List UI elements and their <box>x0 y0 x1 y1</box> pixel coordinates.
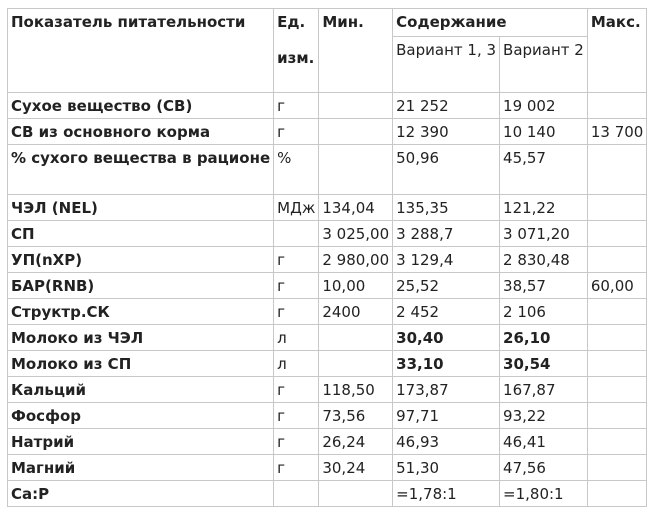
cell-variant1: 50,96 <box>393 145 500 195</box>
cell-unit: МДж <box>274 195 319 221</box>
cell-min <box>319 351 393 377</box>
cell-indicator: Фосфор <box>8 403 274 429</box>
cell-variant1: 33,10 <box>393 351 500 377</box>
table-row <box>8 429 647 455</box>
cell-max: 60,00 <box>587 273 647 299</box>
header-variant1: Вариант 1, 3 <box>393 37 500 93</box>
cell-max <box>587 299 647 325</box>
cell-unit: г <box>274 299 319 325</box>
cell-variant1: 3 129,4 <box>393 247 500 273</box>
cell-variant1: 21 252 <box>393 93 500 119</box>
cell-variant2: 30,54 <box>500 351 588 377</box>
table-row <box>8 403 647 429</box>
cell-min <box>319 325 393 351</box>
cell-max <box>587 247 647 273</box>
cell-min <box>319 481 393 507</box>
cell-min: 10,00 <box>319 273 393 299</box>
header-min: Мин. <box>319 9 393 93</box>
cell-indicator: Молоко из СП <box>8 351 274 377</box>
cell-max <box>587 93 647 119</box>
table-row <box>8 455 647 481</box>
cell-unit: г <box>274 377 319 403</box>
cell-unit: л <box>274 351 319 377</box>
cell-variant2: 2 106 <box>500 299 588 325</box>
cell-variant2: 45,57 <box>500 145 588 195</box>
table-row <box>8 273 647 299</box>
cell-max <box>587 351 647 377</box>
cell-min: 26,24 <box>319 429 393 455</box>
table-row <box>8 377 647 403</box>
cell-max <box>587 403 647 429</box>
cell-indicator: Натрий <box>8 429 274 455</box>
table-row <box>8 351 647 377</box>
cell-variant1: 135,35 <box>393 195 500 221</box>
cell-unit: г <box>274 247 319 273</box>
cell-variant2: =1,80:1 <box>500 481 588 507</box>
cell-unit: г <box>274 93 319 119</box>
table-row <box>8 145 647 195</box>
cell-max <box>587 195 647 221</box>
cell-unit: г <box>274 119 319 145</box>
header-variant2: Вариант 2 <box>500 37 588 93</box>
cell-min: 2 980,00 <box>319 247 393 273</box>
cell-max <box>587 377 647 403</box>
cell-unit: г <box>274 455 319 481</box>
cell-indicator: БАР(RNB) <box>8 273 274 299</box>
cell-variant2: 167,87 <box>500 377 588 403</box>
cell-min: 30,24 <box>319 455 393 481</box>
cell-variant1: 30,40 <box>393 325 500 351</box>
cell-variant2: 121,22 <box>500 195 588 221</box>
cell-unit: % <box>274 145 319 195</box>
table-row <box>8 247 647 273</box>
cell-variant1: 3 288,7 <box>393 221 500 247</box>
cell-variant1: 12 390 <box>393 119 500 145</box>
table-body <box>8 9 647 507</box>
cell-min <box>319 119 393 145</box>
cell-max <box>587 221 647 247</box>
cell-variant2: 38,57 <box>500 273 588 299</box>
cell-indicator: СП <box>8 221 274 247</box>
cell-indicator: Кальций <box>8 377 274 403</box>
cell-variant2: 46,41 <box>500 429 588 455</box>
cell-min: 134,04 <box>319 195 393 221</box>
cell-max <box>587 145 647 195</box>
cell-variant1: =1,78:1 <box>393 481 500 507</box>
header-row <box>8 9 647 37</box>
cell-indicator: УП(nXP) <box>8 247 274 273</box>
cell-unit: г <box>274 429 319 455</box>
cell-unit: л <box>274 325 319 351</box>
cell-variant1: 173,87 <box>393 377 500 403</box>
cell-indicator: Сухое вещество (СВ) <box>8 93 274 119</box>
cell-min: 73,56 <box>319 403 393 429</box>
cell-max <box>587 455 647 481</box>
cell-unit: г <box>274 403 319 429</box>
cell-indicator: Ca:P <box>8 481 274 507</box>
cell-variant2: 93,22 <box>500 403 588 429</box>
table-row <box>8 93 647 119</box>
cell-indicator: Молоко из ЧЭЛ <box>8 325 274 351</box>
table-row <box>8 195 647 221</box>
cell-indicator: Магний <box>8 455 274 481</box>
header-unit <box>274 9 319 93</box>
cell-unit <box>274 481 319 507</box>
cell-min <box>319 93 393 119</box>
cell-indicator: % сухого вещества в рационе <box>8 145 274 195</box>
cell-variant1: 25,52 <box>393 273 500 299</box>
cell-unit <box>274 221 319 247</box>
header-max: Макс. <box>587 9 647 93</box>
header-indicator: Показатель питательности <box>8 9 274 93</box>
cell-variant2: 19 002 <box>500 93 588 119</box>
cell-max: 13 700 <box>587 119 647 145</box>
header-unit-line1: Ед. <box>277 13 306 31</box>
cell-variant2: 47,56 <box>500 455 588 481</box>
cell-max <box>587 481 647 507</box>
table-row <box>8 119 647 145</box>
cell-variant1: 46,93 <box>393 429 500 455</box>
table-row <box>8 221 647 247</box>
cell-max <box>587 429 647 455</box>
cell-indicator: СВ из основного корма <box>8 119 274 145</box>
table-row <box>8 325 647 351</box>
header-unit-line2: изм. <box>277 49 315 67</box>
cell-max <box>587 325 647 351</box>
table-row <box>8 299 647 325</box>
cell-variant2: 26,10 <box>500 325 588 351</box>
cell-indicator: ЧЭЛ (NEL) <box>8 195 274 221</box>
table-row <box>8 481 647 507</box>
cell-min: 2400 <box>319 299 393 325</box>
cell-min <box>319 145 393 195</box>
header-content: Содержание <box>393 9 588 37</box>
cell-variant1: 51,30 <box>393 455 500 481</box>
cell-variant2: 10 140 <box>500 119 588 145</box>
cell-variant2: 3 071,20 <box>500 221 588 247</box>
cell-variant2: 2 830,48 <box>500 247 588 273</box>
cell-unit: г <box>274 273 319 299</box>
cell-variant1: 97,71 <box>393 403 500 429</box>
cell-indicator: Структр.СК <box>8 299 274 325</box>
cell-variant1: 2 452 <box>393 299 500 325</box>
nutrition-table <box>7 8 647 507</box>
cell-min: 118,50 <box>319 377 393 403</box>
cell-min: 3 025,00 <box>319 221 393 247</box>
